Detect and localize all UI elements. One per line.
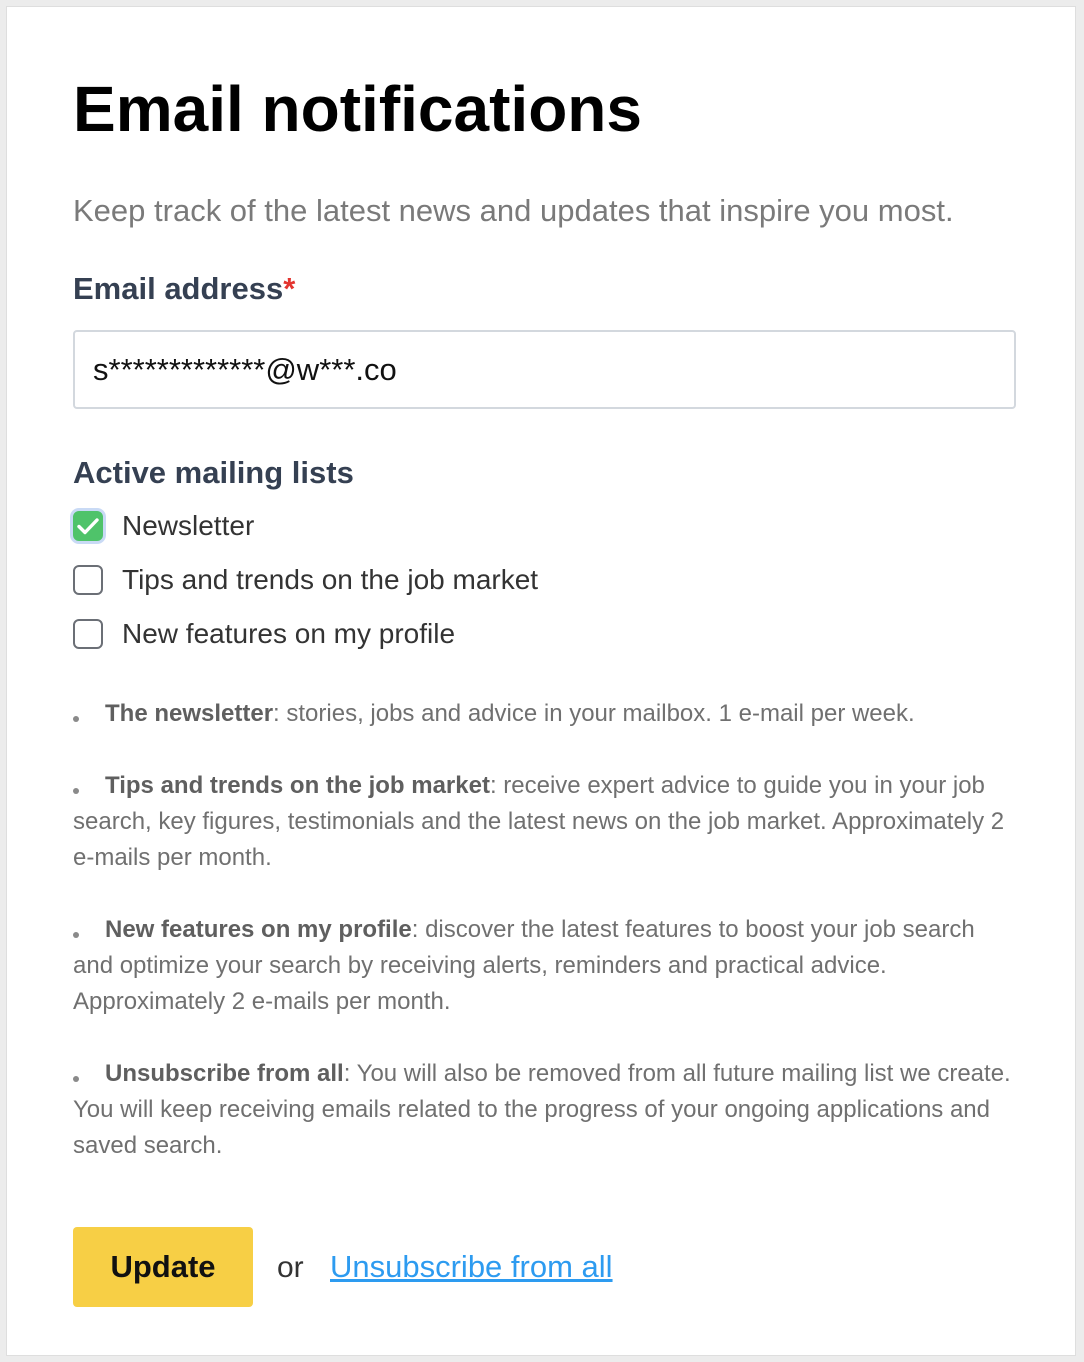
description-term: The newsletter (105, 700, 274, 727)
description-text: : You will also be removed from all future mailing list we create. You will keep receiving emails related to the progress of your ongoing applications and saved search. (73, 1060, 1011, 1159)
description-term: New features on my profile (105, 916, 412, 943)
unsubscribe-description (73, 1056, 1017, 1164)
checkmark-icon (77, 517, 99, 535)
description-term: Unsubscribe from all (105, 1060, 344, 1087)
mailing-lists-title: Active mailing lists (73, 455, 354, 490)
email-field-label (73, 269, 295, 309)
description-term: Tips and trends on the job market (105, 772, 490, 799)
features-checkbox[interactable] (73, 619, 103, 649)
description-text: : stories, jobs and advice in your mailbox. 1 e-mail per week. (273, 700, 915, 727)
page-title: Email notifications (73, 73, 642, 145)
update-button[interactable]: Update (73, 1227, 253, 1307)
email-field[interactable] (73, 330, 1016, 409)
description-text: : discover the latest features to boost your job search and optimize your search by receiving alerts, reminders and practical advice. Approximately 2 e-mails per month. (73, 916, 975, 1015)
email-notifications-card (6, 6, 1076, 1356)
page-subtitle: Keep track of the latest news and updates that inspire you most. (73, 193, 954, 228)
features-label: New features on my profile (122, 618, 456, 649)
newsletter-description (73, 696, 1017, 732)
tips-description (73, 768, 1017, 876)
newsletter-checkbox-option[interactable] (73, 509, 254, 543)
tips-checkbox-option[interactable] (73, 563, 538, 597)
description-text: : receive expert advice to guide you in your job search, key figures, testimonials and the latest news on the job market. Approximately 2 e-mails per month. (73, 772, 1005, 871)
email-label-text: Email address (73, 271, 284, 306)
features-checkbox-option[interactable] (73, 617, 455, 651)
or-text: or (277, 1251, 304, 1284)
tips-checkbox[interactable] (73, 565, 103, 595)
newsletter-checkbox[interactable] (73, 511, 103, 541)
newsletter-label: Newsletter (122, 510, 255, 541)
unsubscribe-link[interactable]: Unsubscribe from all (330, 1249, 613, 1284)
features-description (73, 912, 1017, 1020)
required-marker: * (283, 271, 296, 306)
tips-label: Tips and trends on the job market (122, 564, 539, 595)
